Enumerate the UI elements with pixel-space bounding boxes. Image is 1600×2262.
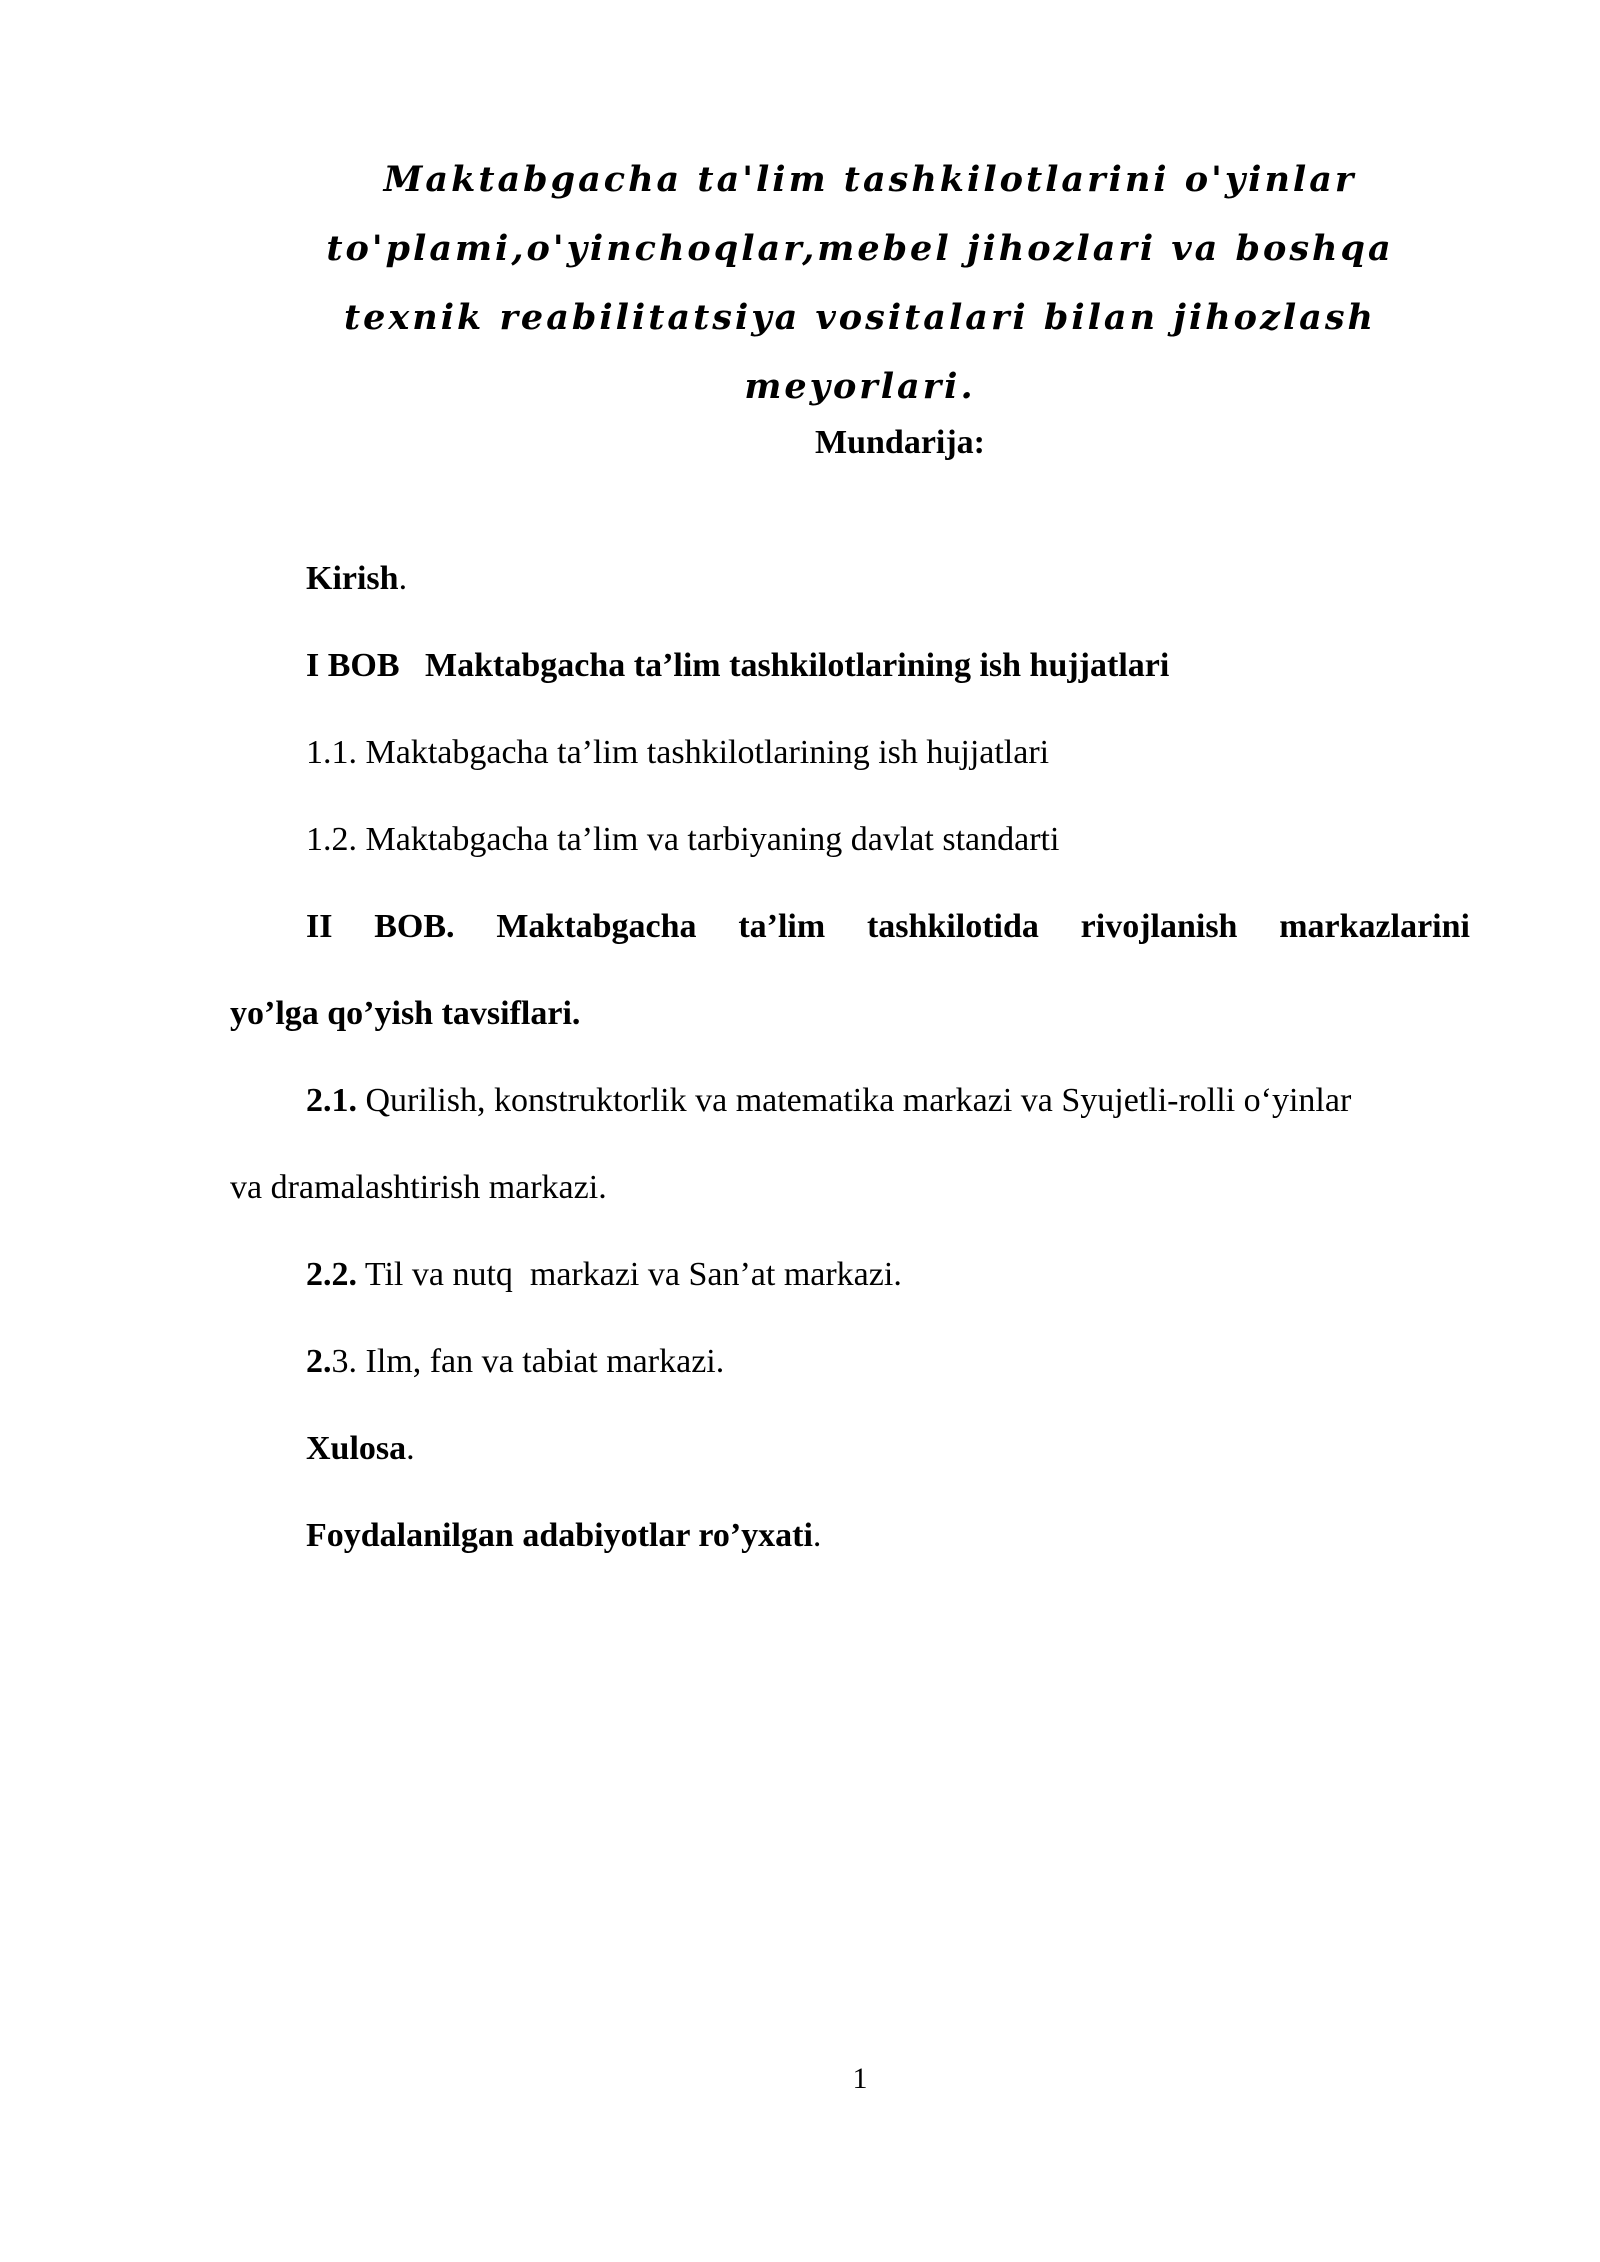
toc-item-bob-1	[230, 622, 1546, 709]
toc-adabiyotlar-label: Foydalanilgan adabiyotlar ro’yxati	[306, 1517, 813, 1554]
toc-item-bob-2-line-2	[230, 970, 1470, 1057]
toc-item-2-2	[230, 1231, 1546, 1318]
title-line-3: texnik reabilitatsiya vositalari bilan jihozlash	[344, 297, 1376, 338]
toc-2-3-number: 2.	[306, 1343, 332, 1380]
toc-bob-2-word: II	[306, 908, 333, 945]
toc-kirish-label: Kirish	[306, 560, 399, 597]
toc-bob-2-word: rivojlanish	[1080, 908, 1238, 945]
toc-bob-2-word: ta’lim	[738, 908, 826, 945]
toc-item-1-2	[230, 796, 1546, 883]
toc-2-1-number: 2.1.	[306, 1082, 357, 1119]
toc-xulosa-label: Xulosa	[306, 1430, 407, 1467]
toc-bob-2-line-2-text: yo’lga qo’yish tavsiflari.	[230, 995, 581, 1032]
toc-item-1-1	[230, 709, 1546, 796]
toc-bob-2-word: BOB.	[374, 908, 455, 945]
toc-item-2-3	[230, 1318, 1546, 1405]
toc-xulosa-period: .	[406, 1430, 415, 1467]
toc-item-bob-2-line-1	[230, 883, 1470, 970]
toc-item-kirish	[230, 535, 1546, 622]
toc-item-adabiyotlar	[230, 1492, 1546, 1579]
document-title	[290, 145, 1430, 421]
toc-bob-2-word: markazlarini	[1279, 908, 1470, 945]
toc-2-1-label-continued: va dramalashtirish markazi.	[230, 1169, 607, 1206]
title-line-1: Maktabgacha ta'lim tashkilotlarini o'yinlar	[383, 159, 1357, 200]
toc-item-xulosa	[230, 1405, 1546, 1492]
toc-1-1-label: 1.1. Maktabgacha ta’lim tashkilotlarining ish hujjatlari	[306, 734, 1050, 771]
toc-bob-1-label: I BOB Maktabgacha ta’lim tashkilotlarining ish hujjatlari	[306, 647, 1170, 684]
page-number: 1	[852, 2062, 868, 2095]
toc-item-2-1-line-2	[230, 1144, 1470, 1231]
toc-2-1-label: Qurilish, konstruktorlik va matematika markazi va Syujetli-rolli o‘yinlar	[357, 1082, 1352, 1119]
toc-item-2-1-line-1	[230, 1057, 1546, 1144]
toc-kirish-period: .	[398, 560, 408, 597]
contents-heading: Mundarija:	[815, 424, 985, 461]
toc-2-2-number: 2.2.	[306, 1256, 357, 1293]
title-line-2: to'plami,o'yinchoqlar,mebel jihozlari va boshqa	[326, 228, 1394, 269]
toc-2-3-label: 3. Ilm, fan va tabiat markazi.	[331, 1343, 725, 1380]
toc-bob-2-word: Maktabgacha	[496, 908, 697, 945]
toc-adabiyotlar-period: .	[812, 1517, 822, 1554]
toc-2-2-label: Til va nutq markazi va San’at markazi.	[357, 1256, 902, 1293]
toc-1-2-label: 1.2. Maktabgacha ta’lim va tarbiyaning davlat standarti	[306, 821, 1060, 858]
toc-bob-2-word: tashkilotida	[866, 908, 1039, 945]
title-line-4: meyorlari.	[744, 366, 976, 407]
